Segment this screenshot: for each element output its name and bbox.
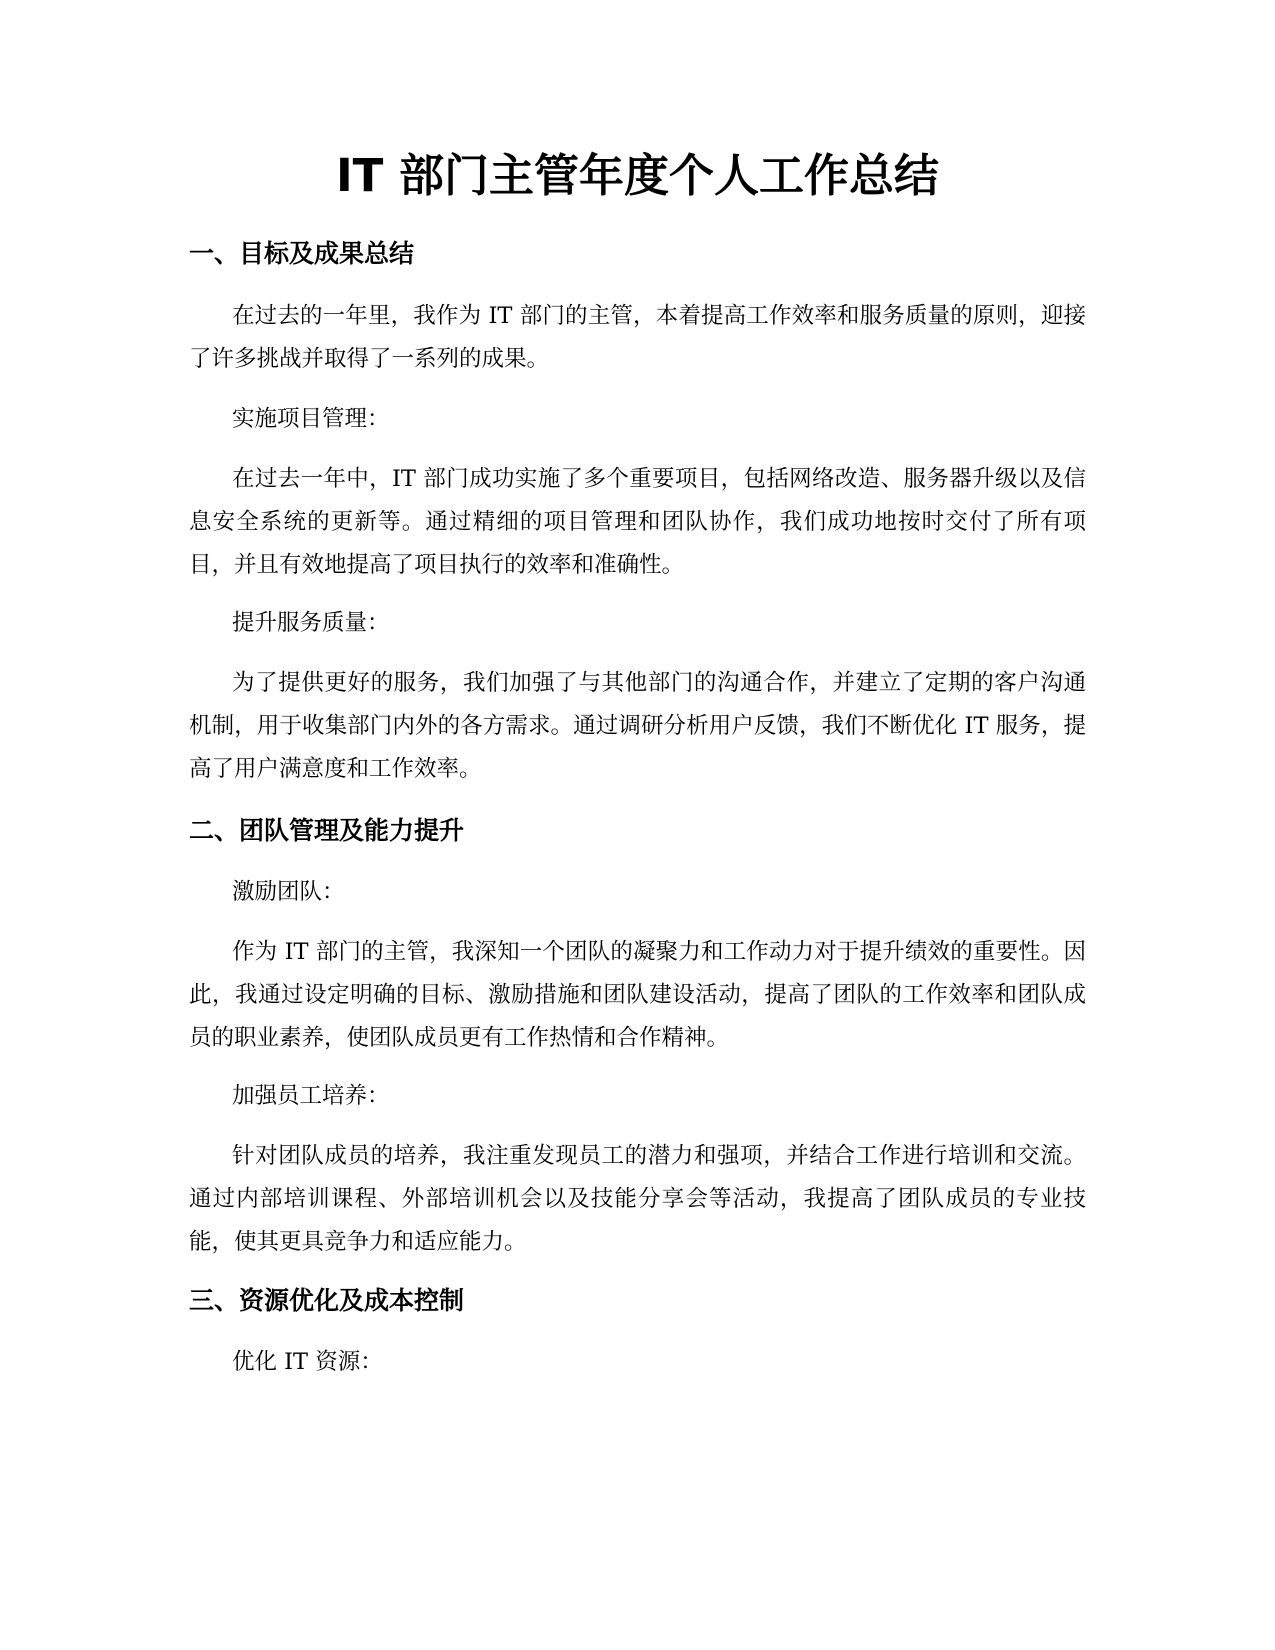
subheading: 激励团队： xyxy=(232,879,345,905)
subheading: 加强员工培养： xyxy=(232,1083,390,1109)
subheading: 提升服务质量： xyxy=(232,610,390,636)
section-heading: 二、团队管理及能力提升 xyxy=(189,816,465,845)
section-heading: 三、资源优化及成本控制 xyxy=(189,1286,465,1315)
section-heading: 一、目标及成果总结 xyxy=(189,239,415,268)
document-title: IT 部门主管年度个人工作总结 xyxy=(335,149,940,202)
paragraph: 针对团队成员的培养，我注重发现员工的潜力和强项，并结合工作进行培训和交流。通过内部培训课程、外部培训机会以及技能分享会等活动，我提高了团队成员的专业技能，使其更具竞争力和适应能力。 xyxy=(189,1143,1086,1255)
paragraph: 在过去的一年里，我作为 IT 部门的主管，本着提高工作效率和服务质量的原则，迎接了许多挑战并取得了一系列的成果。 xyxy=(189,303,1086,372)
paragraph: 为了提供更好的服务，我们加强了与其他部门的沟通合作，并建立了定期的客户沟通机制，用于收集部门内外的各方需求。通过调研分析用户反馈，我们不断优化 IT 服务，提高了用户满意度和工作效率。 xyxy=(189,670,1086,782)
paragraph: 作为 IT 部门的主管，我深知一个团队的凝聚力和工作动力对于提升绩效的重要性。因此，我通过设定明确的目标、激励措施和团队建设活动，提高了团队的工作效率和团队成员的职业素养，使团队成员更有工作热情和合作精神。 xyxy=(189,939,1086,1051)
subheading: 优化 IT 资源： xyxy=(232,1349,383,1375)
paragraph: 在过去一年中，IT 部门成功实施了多个重要项目，包括网络改造、服务器升级以及信息安全系统的更新等。通过精细的项目管理和团队协作，我们成功地按时交付了所有项目，并且有效地提高了项目执行的效率和准确性。 xyxy=(189,466,1086,578)
subheading: 实施项目管理： xyxy=(232,406,390,432)
